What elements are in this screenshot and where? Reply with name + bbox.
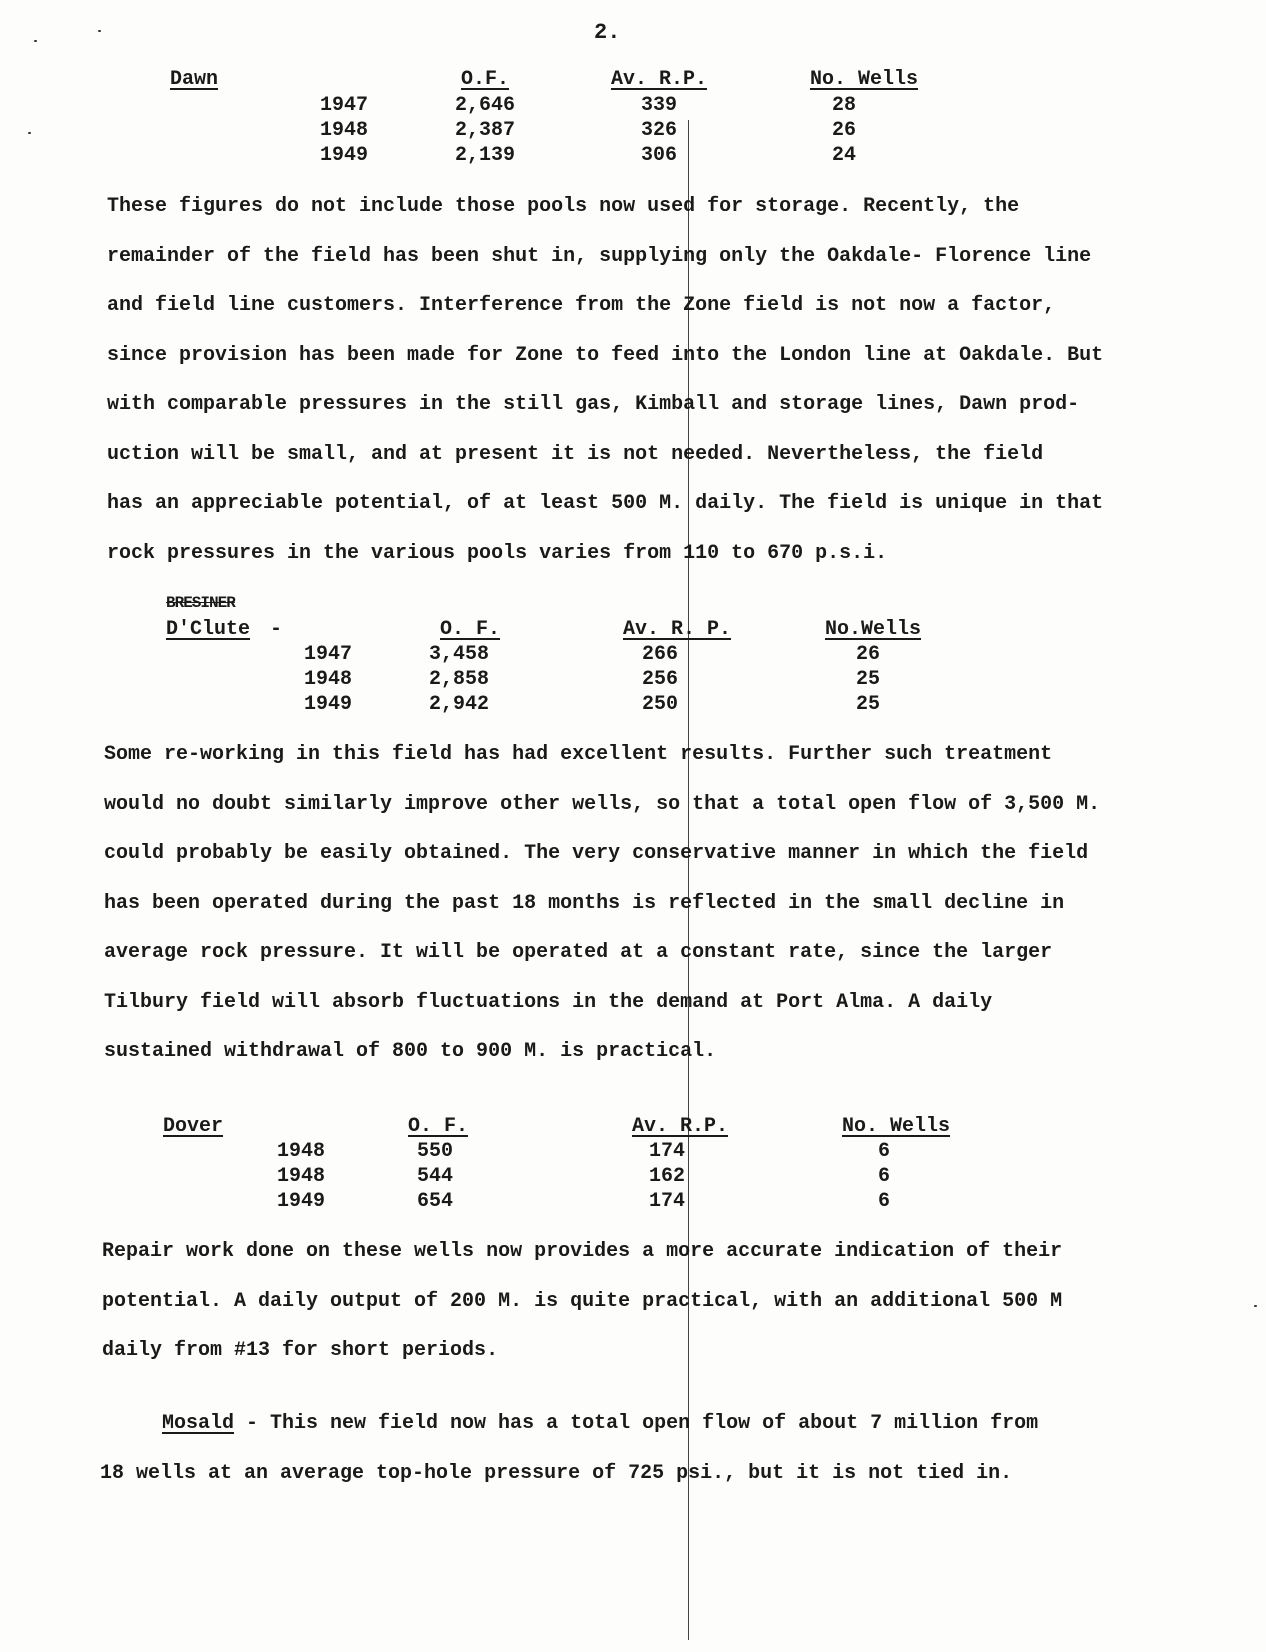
scan-speck	[1254, 1305, 1257, 1307]
scan-speck	[28, 132, 31, 134]
dawn-row-wells: 26	[831, 119, 856, 142]
dclute-row-wells: 25	[855, 668, 880, 691]
dawn-paragraph	[107, 182, 1103, 578]
dover-row-wells: 6	[877, 1190, 890, 1213]
struck-out-word: BRESINER	[166, 594, 235, 612]
scan-speck	[34, 40, 37, 42]
paragraph-line: Some re-working in this field has had excellent results. Further such treatment	[104, 743, 1053, 766]
paragraph-line: has been operated during the past 18 months is reflected in the small decline in	[104, 891, 1065, 915]
mosald-paragraph	[100, 1399, 1038, 1498]
paragraph-line: would no doubt similarly improve other wells, so that a total open flow of 3,500 M.	[104, 792, 1101, 816]
dclute-row-of: 2,858	[428, 668, 489, 691]
dclute-header-rp: Av. R. P.	[622, 618, 732, 641]
dover-paragraph	[102, 1227, 1062, 1376]
dover-row-year: 1949	[277, 1190, 326, 1213]
dclute-row-rp: 250	[641, 693, 678, 716]
dawn-header-rp: Av. R.P.	[610, 68, 707, 91]
dclute-paragraph	[104, 730, 1100, 1077]
paragraph-line: remainder of the field has been shut in, supplying only the Oakdale- Florence line	[107, 244, 1092, 268]
page-number: 2.	[594, 20, 621, 45]
mosald-field-name: Mosald	[162, 1412, 235, 1435]
scan-speck	[98, 30, 101, 32]
dover-row-year: 1948	[277, 1165, 326, 1188]
dclute-row-of: 2,942	[428, 693, 489, 716]
dawn-row-year: 1949	[320, 144, 369, 167]
paragraph-line: and field line customers. Interference from the Zone field is not now a factor,	[107, 294, 1056, 317]
dawn-field-name: Dawn	[170, 68, 219, 91]
dover-header-wells: No. Wells	[841, 1115, 951, 1138]
dclute-field-name: D'Clute	[166, 618, 251, 641]
dover-header-of: O. F.	[407, 1115, 468, 1138]
dover-row-rp: 174	[648, 1140, 685, 1163]
paragraph-line: has an appreciable potential, of at least 500 M. daily. The field is unique in that	[107, 492, 1104, 515]
dover-row-rp: 174	[648, 1190, 685, 1213]
dawn-row-of: 2,387	[454, 119, 515, 142]
dclute-row-wells: 25	[855, 693, 880, 716]
dawn-row-rp: 306	[640, 144, 677, 167]
dawn-row-of: 2,646	[454, 94, 515, 117]
dover-field-name: Dover	[163, 1115, 224, 1138]
paragraph-line: potential. A daily output of 200 M. is quite practical, with an additional 500 M	[102, 1289, 1063, 1313]
dclute-row-year: 1948	[304, 668, 353, 691]
dclute-header-of: O. F.	[439, 618, 500, 641]
dawn-row-rp: 326	[640, 119, 677, 142]
dawn-row-of: 2,139	[454, 144, 515, 167]
dclute-row-of: 3,458	[428, 643, 489, 666]
dover-row-of: 544	[416, 1165, 453, 1188]
dawn-row-year: 1947	[320, 94, 369, 117]
dclute-header-wells: No.Wells	[824, 618, 921, 641]
dover-row-year: 1948	[277, 1140, 326, 1163]
dawn-header-wells: No. Wells	[809, 68, 919, 91]
dover-row-of: 550	[416, 1140, 453, 1163]
paragraph-line: Tilbury field will absorb fluctuations in the demand at Port Alma. A daily	[104, 990, 993, 1014]
paragraph-line: with comparable pressures in the still gas, Kimball and storage lines, Dawn prod-	[107, 393, 1080, 416]
dclute-row-rp: 266	[641, 643, 678, 666]
mosald-line-rest: - This new field now has a total open flow of about 7 million from	[234, 1412, 1039, 1435]
paragraph-line: These figures do not include those pools now used for storage. Recently, the	[107, 195, 1020, 218]
dawn-row-year: 1948	[320, 119, 369, 142]
paragraph-line: could probably be easily obtained. The very conservative manner in which the field	[104, 842, 1089, 865]
dclute-dash: -	[270, 618, 283, 641]
dclute-row-year: 1949	[304, 693, 353, 716]
paragraph-line: uction will be small, and at present it is not needed. Nevertheless, the field	[107, 442, 1044, 466]
dover-header-rp: Av. R.P.	[631, 1115, 728, 1138]
dover-row-wells: 6	[877, 1140, 890, 1163]
paragraph-line: Repair work done on these wells now provides a more accurate indication of their	[102, 1240, 1063, 1263]
paragraph-line: average rock pressure. It will be operated at a constant rate, since the larger	[104, 941, 1053, 964]
paragraph-line: daily from #13 for short periods.	[102, 1339, 499, 1362]
paragraph-line: since provision has been made for Zone to feed into the London line at Oakdale. But	[107, 343, 1104, 367]
dclute-row-year: 1947	[304, 643, 353, 666]
dawn-row-rp: 339	[640, 94, 677, 117]
dclute-row-rp: 256	[641, 668, 678, 691]
dover-row-of: 654	[416, 1190, 453, 1213]
dawn-row-wells: 24	[831, 144, 856, 167]
paragraph-line: 18 wells at an average top-hole pressure of 725 psi., but it is not tied in.	[100, 1461, 1013, 1485]
paragraph-line	[100, 1399, 1038, 1449]
dover-row-wells: 6	[877, 1165, 890, 1188]
dover-row-rp: 162	[648, 1165, 685, 1188]
paragraph-line: sustained withdrawal of 800 to 900 M. is practical.	[104, 1040, 717, 1063]
dawn-row-wells: 28	[831, 94, 856, 117]
dawn-header-of: O.F.	[460, 68, 509, 91]
dclute-row-wells: 26	[855, 643, 880, 666]
paragraph-line: rock pressures in the various pools varies from 110 to 670 p.s.i.	[107, 541, 888, 565]
